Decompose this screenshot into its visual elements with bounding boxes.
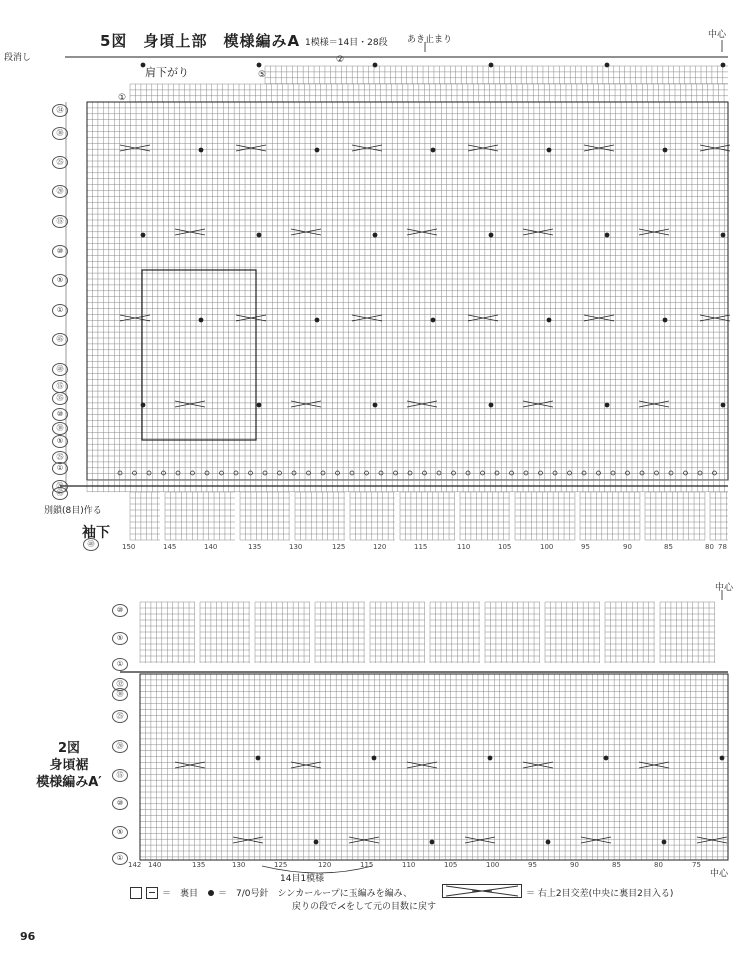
col-label: 125 (332, 543, 346, 551)
col-label: 75 (692, 861, 701, 869)
knit-symbol-icon (130, 887, 142, 899)
step-marker-2: ② (336, 55, 345, 65)
step-marker-5: ⑤ (258, 70, 267, 80)
bobble-mark (720, 756, 725, 761)
yo-mark (655, 471, 659, 475)
bobble-mark (141, 403, 146, 408)
bobble-mark (605, 403, 610, 408)
col-label: 135 (192, 861, 206, 869)
chart5-lower-block (710, 492, 728, 540)
col-label: 140 (204, 543, 218, 551)
col-label: 145 (163, 543, 177, 551)
yo-mark (220, 471, 224, 475)
chart2-top-block (255, 602, 310, 663)
bobble-mark (489, 63, 494, 68)
col-label: 110 (457, 543, 471, 551)
bobble-mark (721, 233, 726, 238)
opening-label: あき止まり (407, 35, 453, 45)
row-label: ㉞ (52, 104, 68, 117)
row-label: ㊵ (83, 538, 99, 551)
chart2-top-block (545, 602, 600, 663)
bobble-mark (257, 403, 262, 408)
row-label: ㊺ (52, 333, 68, 346)
chart2-title-line: 模様編みA′ (36, 775, 102, 790)
bobble-mark (373, 233, 378, 238)
bobble-mark (489, 403, 494, 408)
dansho-label: 段消し (4, 53, 32, 63)
chart2-top-block (200, 602, 250, 663)
col-label: 80 (654, 861, 663, 869)
chart2-top-block (370, 602, 425, 663)
yo-mark (307, 471, 311, 475)
legend-purl: ＝ 裏目 (162, 889, 199, 899)
bobble-mark (489, 233, 494, 238)
yo-mark (669, 471, 673, 475)
bobble-mark (721, 403, 726, 408)
row-label: ① (112, 852, 128, 865)
row-label: ① (52, 462, 68, 475)
row-label: ㉕ (52, 156, 68, 169)
bobble-mark (605, 233, 610, 238)
chart2-top-block (430, 602, 480, 663)
col-label: 130 (232, 861, 246, 869)
chart2-top-block (315, 602, 365, 663)
bobble-mark (315, 148, 320, 153)
yo-mark (437, 471, 441, 475)
chart5-body-grid (87, 102, 728, 480)
repeat-label: 14目1模様 (280, 874, 325, 884)
chart5-lower-block (460, 492, 510, 540)
yo-mark (553, 471, 557, 475)
center-label-mid: 中心 (715, 583, 734, 593)
chart5-lower-block (165, 492, 235, 540)
row-label: ㉕ (112, 710, 128, 723)
row-label: ⑩ (52, 408, 68, 421)
row-label: ① (52, 304, 68, 317)
col-label: 120 (318, 861, 332, 869)
col-label: 140 (148, 861, 162, 869)
row-label: ⑮ (52, 380, 68, 393)
yo-mark (147, 471, 151, 475)
center-label-bottom: 中心 (710, 869, 729, 879)
yo-mark (510, 471, 514, 475)
row-label: ⑳ (52, 185, 68, 198)
yo-mark (466, 471, 470, 475)
row-label: ⑩ (52, 245, 68, 258)
col-label: 100 (540, 543, 554, 551)
row-label: ⑤ (112, 632, 128, 645)
col-label: 150 (122, 543, 136, 551)
yo-mark (423, 471, 427, 475)
yo-mark (481, 471, 485, 475)
yo-mark (394, 471, 398, 475)
col-label: 115 (360, 861, 374, 869)
bobble-mark (257, 63, 262, 68)
center-label-top: 中心 (708, 30, 727, 40)
col-label: 78 (718, 543, 727, 551)
bobble-mark (546, 840, 551, 845)
col-label: 85 (664, 543, 673, 551)
col-label: 95 (581, 543, 590, 551)
bobble-mark (141, 63, 146, 68)
shoulder-label: 肩下がり (145, 66, 189, 79)
row-label: ⑳ (52, 480, 68, 493)
yo-mark (640, 471, 644, 475)
purl-symbol-icon (146, 887, 158, 899)
yo-mark (379, 471, 383, 475)
yo-mark (350, 471, 354, 475)
row-label: ㊺ (52, 487, 68, 500)
bobble-mark (315, 318, 320, 323)
col-label: 100 (486, 861, 500, 869)
col-label: 115 (414, 543, 428, 551)
yo-mark (713, 471, 717, 475)
chart5-lower-block (580, 492, 640, 540)
chart5-lower-block (350, 492, 395, 540)
yo-mark (698, 471, 702, 475)
col-label: 142 (128, 861, 142, 869)
col-label: 105 (444, 861, 458, 869)
chart2-top-block (605, 602, 655, 663)
chart2-title-line: 身頃裾 (49, 758, 89, 773)
row-label: ⑤ (52, 435, 68, 448)
yo-mark (191, 471, 195, 475)
col-label: 125 (274, 861, 288, 869)
row-label: ㉚ (112, 688, 128, 701)
chart5-lower-block (645, 492, 705, 540)
yo-mark (524, 471, 528, 475)
yo-mark (684, 471, 688, 475)
bobble-mark (721, 63, 726, 68)
col-label: 135 (248, 543, 262, 551)
col-label: 105 (498, 543, 512, 551)
chart2-title-line: 2図 (57, 741, 81, 756)
bobble-mark (547, 148, 552, 153)
row-label: ㉚ (52, 127, 68, 140)
col-label: 85 (612, 861, 621, 869)
chart2-grid (0, 590, 750, 880)
separate-chain-label: 別鎖(8目)作る (44, 506, 102, 516)
row-label: ⑩ (112, 604, 128, 617)
chart5-title: 5図 身頃上部 模様編みA (100, 32, 301, 50)
chart5-lower-block (400, 492, 455, 540)
bobble-mark (141, 233, 146, 238)
bobble-mark (373, 403, 378, 408)
col-label: 90 (623, 543, 632, 551)
step-marker-1: ① (118, 93, 127, 103)
yo-mark (611, 471, 615, 475)
bobble-mark (430, 840, 435, 845)
row-label: ㉟ (52, 392, 68, 405)
col-label: 95 (528, 861, 537, 869)
chart2-top-block (660, 602, 715, 663)
chart5-lower-block (515, 492, 575, 540)
chart2-top-block (485, 602, 540, 663)
yo-mark (597, 471, 601, 475)
yo-mark (234, 471, 238, 475)
row-label: ㉕ (52, 451, 68, 464)
row-label: ⑳ (112, 740, 128, 753)
yo-mark (582, 471, 586, 475)
bobble-mark (373, 63, 378, 68)
bobble-mark (488, 756, 493, 761)
bobble-mark (663, 148, 668, 153)
page-number: 96 (20, 930, 36, 943)
chart2-top-block (140, 602, 195, 663)
chart5-shoulder-grid-top (265, 66, 728, 84)
bobble-mark (662, 840, 667, 845)
row-label: ㉜ (112, 678, 128, 691)
row-label: ⑮ (52, 215, 68, 228)
bobble-mark (431, 318, 436, 323)
row-label: ⑩ (112, 797, 128, 810)
legend-bobble-line2: 戻りの段で⋌をして元の目数に戻す (292, 902, 437, 912)
col-label: 90 (570, 861, 579, 869)
bobble-mark (256, 756, 261, 761)
bobble-mark (257, 233, 262, 238)
row-label: ⑮ (112, 769, 128, 782)
chart5-lower-block (240, 492, 290, 540)
row-label: ㉚ (52, 422, 68, 435)
yo-mark (626, 471, 630, 475)
bobble-mark (604, 756, 609, 761)
sleeve-label: 袖下 (82, 525, 110, 541)
chart5-lower-block (130, 492, 160, 540)
col-label: 120 (373, 543, 387, 551)
bobble-symbol-icon (208, 890, 214, 896)
bobble-mark (605, 63, 610, 68)
yo-mark (263, 471, 267, 475)
yo-mark (118, 471, 122, 475)
bobble-mark (547, 318, 552, 323)
row-label: ⑤ (52, 274, 68, 287)
col-label: 130 (289, 543, 303, 551)
bobble-mark (431, 148, 436, 153)
chart5-lower-block (295, 492, 345, 540)
row-label: ㊵ (52, 363, 68, 376)
col-label: 80 (705, 543, 714, 551)
bobble-mark (314, 840, 319, 845)
cross-symbol-icon (442, 884, 522, 898)
yo-mark (568, 471, 572, 475)
legend-bobble: ＝ 7/0号針 シンカーループに玉編みを編み、 (218, 889, 413, 899)
legend-cross: ＝ 右上2目交差(中央に裏目2目入る) (526, 889, 674, 899)
bobble-mark (663, 318, 668, 323)
col-label: 110 (402, 861, 416, 869)
chart5-shoulder-grid (130, 84, 728, 102)
bobble-mark (199, 318, 204, 323)
bobble-mark (372, 756, 377, 761)
row-label: ⑤ (112, 826, 128, 839)
bobble-mark (199, 148, 204, 153)
chart5-repeat-note: 1模様＝14目・28段 (305, 38, 388, 48)
row-label: ① (112, 658, 128, 671)
yo-mark (278, 471, 282, 475)
